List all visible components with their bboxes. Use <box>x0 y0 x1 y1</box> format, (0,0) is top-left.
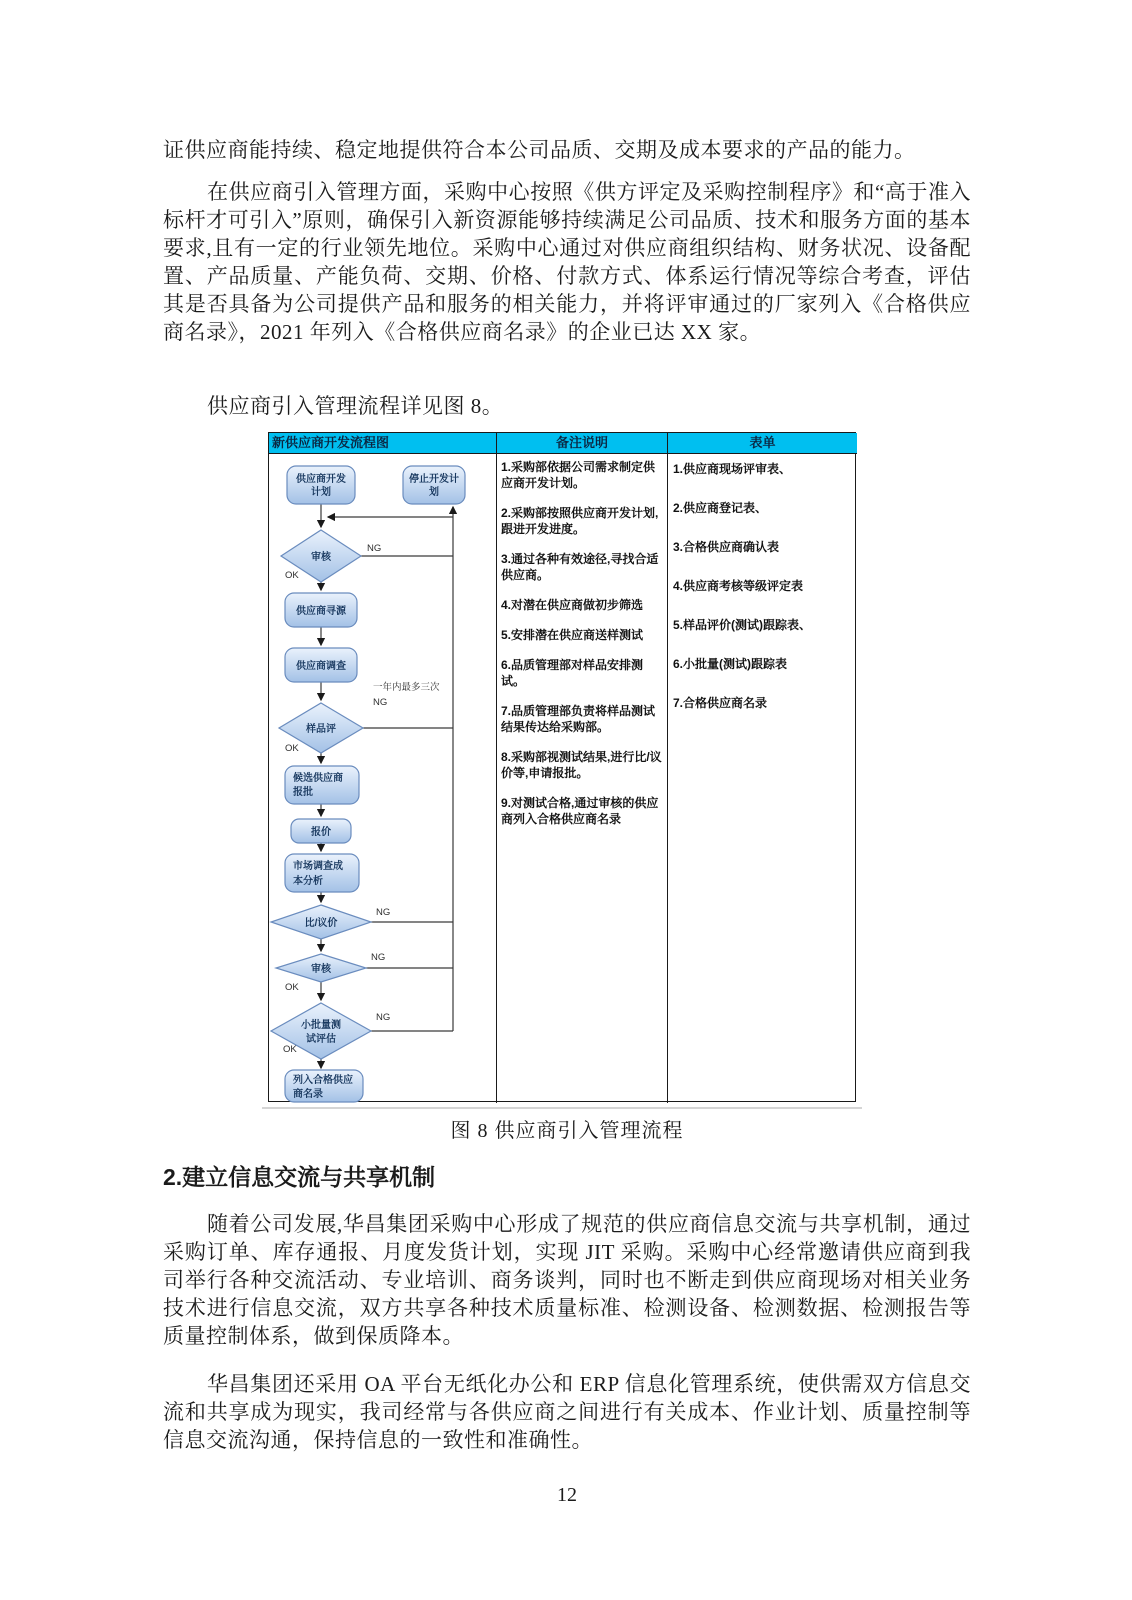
svg-text:本分析: 本分析 <box>293 876 323 887</box>
note-item: 1.采购部依据公司需求制定供应商开发计划。 <box>501 460 656 490</box>
figure-flowchart-table <box>268 432 856 1102</box>
svg-text:供应商调查: 供应商调查 <box>296 661 346 672</box>
note-item: 9.对测试合格,通过审核的供应商列入合格供应商名录 <box>501 796 659 826</box>
flowchart-cell <box>269 454 497 1103</box>
svg-text:试评估: 试评估 <box>306 1034 336 1045</box>
form-item: 4.供应商考核等级评定表 <box>673 579 804 593</box>
label-ng-review2: NG <box>371 952 386 963</box>
note-item: 4.对潜在供应商做初步筛选 <box>501 598 644 612</box>
node-quotation <box>291 819 351 843</box>
note-item: 3.通过各种有效途径,寻找合适供应商。 <box>501 552 659 582</box>
form-item: 3.合格供应商确认表 <box>673 540 780 554</box>
node-supplier-sourcing <box>285 593 357 627</box>
notes-cell <box>497 454 668 1103</box>
page-number: 12 <box>557 1484 577 1506</box>
forms-column-header: 表单 <box>668 433 857 454</box>
svg-text:报价: 报价 <box>311 827 331 838</box>
svg-text:计划: 计划 <box>311 487 331 498</box>
node-stop-plan <box>403 466 465 504</box>
svg-text:审核: 审核 <box>311 964 331 975</box>
label-ok-smallbatch: OK <box>283 1044 297 1055</box>
figure-underline <box>262 1107 862 1109</box>
note-item: 6.品质管理部对样品安排测试。 <box>501 658 644 688</box>
form-item: 5.样品评价(测试)跟踪表、 <box>673 618 812 632</box>
svg-text:供应商开发: 供应商开发 <box>296 474 346 485</box>
decision-review-2 <box>276 954 366 982</box>
paragraph-oa-erp: 华昌集团还采用 OA 平台无纸化办公和 ERP 信息化管理系统，使供需双方信息交流和共享成为现实，我司经常与各供应商之间进行有关成本、作业计划、质量控制等信息交流沟通，保持信息的一致性和准确性。 <box>163 1372 971 1452</box>
notes-column-header: 备注说明 <box>497 433 668 454</box>
label-ok-sample: OK <box>285 743 299 754</box>
svg-text:候选供应商: 候选供应商 <box>293 773 343 784</box>
label-ng-smallbatch: NG <box>376 1012 391 1023</box>
node-market-cost-analysis <box>285 854 359 892</box>
flowchart-canvas <box>269 454 497 1103</box>
label-ng-bargain: NG <box>376 907 391 918</box>
label-ok-review1: OK <box>285 570 299 581</box>
svg-text:列入合格供应: 列入合格供应 <box>293 1075 353 1086</box>
svg-text:供应商寻源: 供应商寻源 <box>296 606 346 617</box>
form-item: 6.小批量(测试)跟踪表 <box>673 657 788 671</box>
section-heading: 2.建立信息交流与共享机制 <box>163 1164 436 1190</box>
node-development-plan <box>287 466 355 504</box>
svg-text:市场调查成: 市场调查成 <box>293 861 343 872</box>
figure-caption: 图 8 供应商引入管理流程 <box>450 1120 684 1142</box>
label-ok-review2: OK <box>285 982 299 993</box>
paragraph-supplier-intro: 在供应商引入管理方面，采购中心按照《供方评定及采购控制程序》和“高于准入标杆才可引入”原则，确保引入新资源能够持续满足公司品质、技术和服务方面的基本要求,且有一定的行业领先地位。采购中心通过对供应商组织结构、财务状况、设备配置、产品质量、产能负荷、交期、价格、付款方式、体系运行情况等综合考查，评估其是否具备为公司提供产品和服务的相关能力，并将评审通过的厂家列入《合格供应商名录》，2021 年列入《合格供应商名录》的企业已达 XX 家。 <box>163 180 971 344</box>
form-item: 7.合格供应商名录 <box>673 696 768 710</box>
node-candidate-approval <box>285 766 359 804</box>
paragraph-info-sharing: 随着公司发展,华昌集团采购中心形成了规范的供应商信息交流与共享机制，通过采购订单、库存通报、月度发货计划，实现 JIT 采购。采购中心经常邀请供应商到我司举行各种交流活动、专业培训、商务谈判，同时也不断走到供应商现场对相关业务技术进行信息交流，双方共享各种技术质量标准、检测设备、检测数据、检测报告等质量控制体系，做到保质降本。 <box>163 1212 971 1348</box>
note-item: 5.安排潜在供应商送样测试 <box>501 628 644 642</box>
label-ng-review1: NG <box>367 543 382 554</box>
paragraph-carryover: 证供应商能持续、稳定地提供符合本公司品质、交期及成本要求的产品的能力。 <box>163 138 916 162</box>
svg-text:样品评: 样品评 <box>306 724 336 735</box>
form-item: 1.供应商现场评审表、 <box>673 462 792 476</box>
decision-price-negotiation <box>271 905 371 939</box>
svg-text:商名录: 商名录 <box>293 1089 323 1100</box>
form-item: 2.供应商登记表、 <box>673 501 768 515</box>
svg-text:小批量测: 小批量测 <box>301 1020 341 1031</box>
note-item: 2.采购部按照供应商开发计划,跟进开发进度。 <box>501 506 659 536</box>
note-item: 8.采购部视测试结果,进行比/议价等,申请报批。 <box>501 750 662 780</box>
node-qualified-supplier-list <box>285 1070 363 1102</box>
forms-cell <box>668 454 857 1103</box>
svg-text:停止开发计: 停止开发计 <box>409 474 459 485</box>
svg-text:比/议价: 比/议价 <box>304 918 338 929</box>
svg-text:报批: 报批 <box>293 787 313 798</box>
label-loop-note: 一年内最多三次 <box>373 682 440 693</box>
node-supplier-survey <box>285 648 357 682</box>
label-ng-sample: NG <box>373 697 388 708</box>
svg-text:划: 划 <box>429 487 439 498</box>
flowchart-column-header: 新供应商开发流程图 <box>269 433 497 454</box>
paragraph-figure-ref: 供应商引入管理流程详见图 8。 <box>207 394 504 418</box>
svg-text:审核: 审核 <box>311 552 331 563</box>
note-item: 7.品质管理部负责将样品测试结果传达给采购部。 <box>501 704 656 734</box>
